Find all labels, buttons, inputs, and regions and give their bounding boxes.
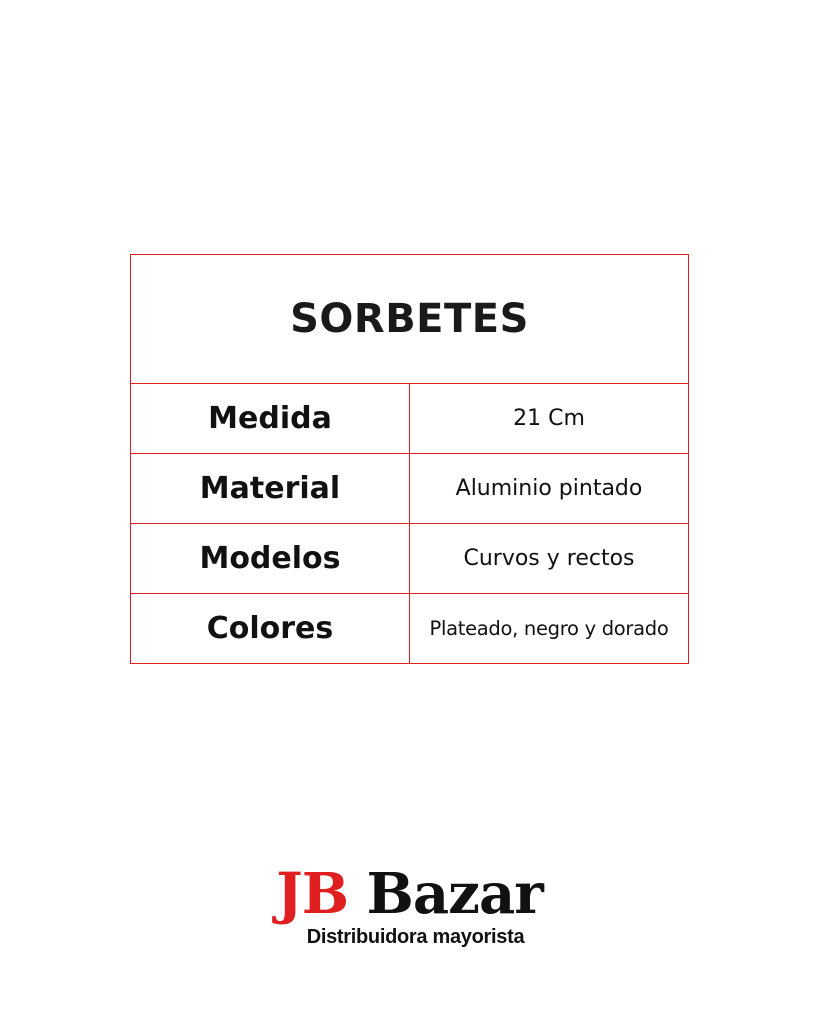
table-title: SORBETES <box>131 255 689 384</box>
row-value-modelos: Curvos y rectos <box>410 524 689 594</box>
row-value-medida: 21 Cm <box>410 384 689 454</box>
brand-bazar: Bazar <box>366 861 543 927</box>
row-value-colores: Plateado, negro y dorado <box>410 594 689 664</box>
row-label-colores: Colores <box>131 594 410 664</box>
spec-table <box>130 254 689 664</box>
table-row <box>131 524 689 594</box>
table-row <box>131 384 689 454</box>
table-row <box>131 594 689 664</box>
brand-tagline: Distribuidora mayorista <box>306 926 525 948</box>
brand-jb: JB <box>276 861 349 927</box>
row-label-modelos: Modelos <box>131 524 410 594</box>
row-label-material: Material <box>131 454 410 524</box>
row-label-medida: Medida <box>131 384 410 454</box>
brand-logo <box>0 862 819 950</box>
brand-wordmark <box>0 862 819 926</box>
table-row <box>131 454 689 524</box>
row-value-material: Aluminio pintado <box>410 454 689 524</box>
